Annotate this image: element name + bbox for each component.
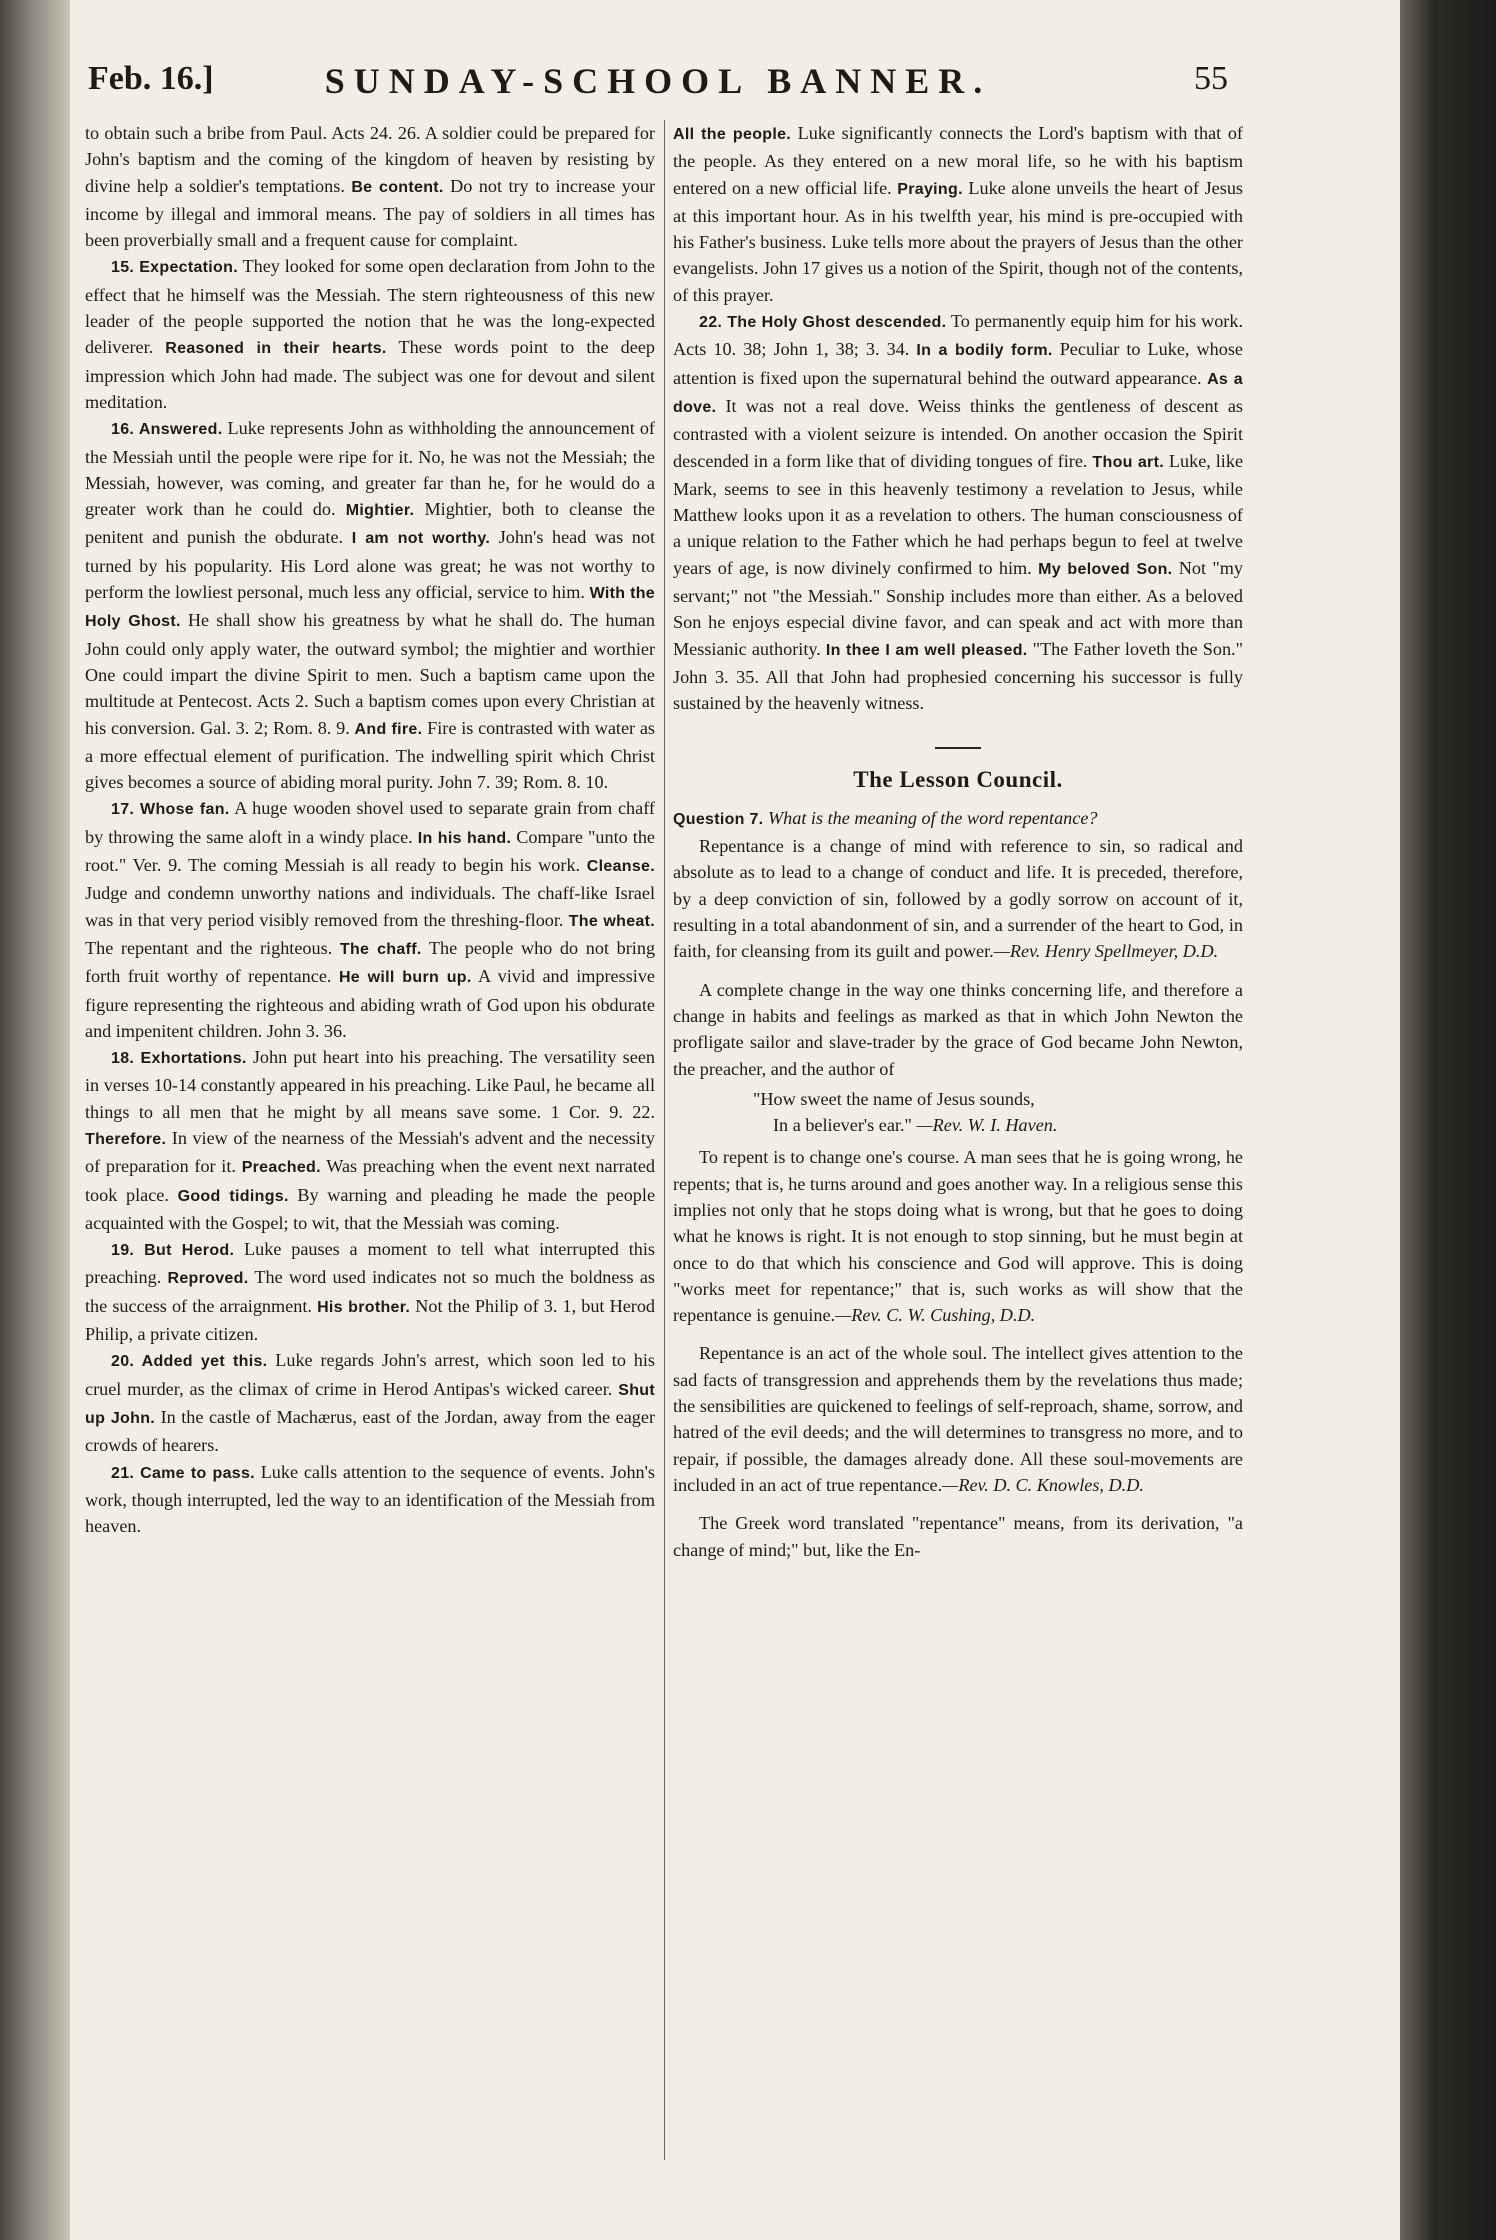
paragraph: 18. Exhortations. John put heart into his preaching. The versatility seen in verses 10-14 constantly appeared in his preaching. Like Paul, he became all things to all men that he might by all means save some. 1 Cor. 9. 22. Therefore. In view of the nearness of the Messiah's advent and the necessity of preparation for it. Preached. Was preaching when the event next narrated took place. Good tidings. By warning and pleading he made the people acquainted with the Gospel; to wit, that the Messiah was coming. bbox=[85, 1047, 656, 1233]
question: Question 7. What is the meaning of the word repentance? bbox=[673, 807, 1098, 828]
paragraph: 19. But Herod. Luke pauses a moment to tell what interrupted this preaching. Reproved. The word used indicates not so much the boldness as the success of the arraignment. His brother. Not the Philip of 3. 1, but Herod Philip, a private citizen. bbox=[85, 1239, 656, 1345]
paragraph: All the people. Luke significantly connects the Lord's baptism with that of the people. As they entered on a new moral life, so he with his baptism entered on a new official life. Praying. Luke alone unveils the heart of Jesus at this important hour. As in his twelfth year, his mind is pre-occupied with his Father's business. Luke tells more about the prayers of Jesus than the other evangelists. John 17 gives us a notion of the Spirit, though not of the contents, of this prayer. bbox=[673, 123, 1244, 305]
paragraph: 21. Came to pass. Luke calls attention to the sequence of events. John's work, though interrupted, led the way to an identification of the Messiah from heaven. bbox=[85, 1461, 655, 1537]
poem-line: In a believer's ear." —Rev. W. I. Haven. bbox=[773, 1115, 1058, 1136]
answer-paragraph: The Greek word translated "repentance" means, from its derivation, "a change of mind;" but, like the En- bbox=[673, 1513, 1243, 1560]
binding-left bbox=[0, 0, 70, 2240]
poem-quote bbox=[673, 1086, 1243, 1139]
answer-paragraph: To repent is to change one's course. A man sees that he is going wrong, he repents; that is, he turns around and goes another way. In a religious sense this implies not only that he stops doing what is wrong, but that he goes to doing what he knows is right. It is not enough to stop sinning, but he must begin at once to do that which his conscience and God will approve. This is doing "works meet for repentance;" that is, such works as will show that the repentance is genuine.—Rev. C. W. Cushing, D.D. bbox=[673, 1147, 1243, 1326]
column-divider bbox=[664, 120, 665, 2160]
paragraph: 17. Whose fan. A huge wooden shovel used to separate grain from chaff by throwing the same aloft in a windy place. In his hand. Compare "unto the root." Ver. 9. The coming Messiah is all ready to begin his work. Cleanse. Judge and condemn unworthy nations and individuals. The chaff-like Israel was in that very period visibly removed from the threshing-floor. The wheat. The repentant and the righteous. The chaff. The people who do not bring forth fruit worthy of repentance. He will burn up. A vivid and impressive figure representing the righteous and abiding wrath of God upon his obdurate and impenitent children. John 3. 36. bbox=[85, 798, 656, 1041]
header-date: Feb. 16.] bbox=[88, 60, 214, 97]
binding-right bbox=[1400, 0, 1496, 2240]
paragraph: 20. Added yet this. Luke regards John's arrest, which soon led to his cruel murder, as the climax of crime in Herod Antipas's wicked career. Shut up John. In the castle of Machærus, east of the Jordan, away from the eager crowds of hearers. bbox=[85, 1350, 656, 1456]
column-left bbox=[85, 120, 655, 1539]
answer-paragraph: Repentance is a change of mind with reference to sin, so radical and absolute as to lead to a change of conduct and life. It is preceded, therefore, by a deep conviction of sin, followed by a godly sorrow on account of it, resulting in a total abandonment of sin, and a surrender of the heart to God, in faith, for cleansing from its guilt and power.—Rev. Henry Spellmeyer, D.D. bbox=[673, 836, 1243, 962]
answer-paragraph: Repentance is an act of the whole soul. The intellect gives attention to the sad facts of transgression and apprehends them by the revelations thus made; the sensibilities are quickened to feelings of self-reproach, shame, sorrow, and hatred of the evil deeds; and the will determines to transgress no more, and to repair, if possible, the damages already done. All these soul-movements are included in an act of true repentance.—Rev. D. C. Knowles, D.D. bbox=[673, 1343, 1243, 1495]
paragraph: 22. The Holy Ghost descended. To permanently equip him for his work. Acts 10. 38; John 1, 38; 3. 34. In a bodily form. Peculiar to Luke, whose attention is fixed upon the supernatural behind the outward appearance. As a dove. It was not a real dove. Weiss thinks the gentleness of descent as contrasted with a violent seizure is intended. On another occasion the Spirit descended in a form like that of dividing tongues of fire. Thou art. Luke, like Mark, seems to see in this heavenly testimony a revelation to Jesus, while Matthew looks upon it as a revelation to others. The human consciousness of a unique relation to the Father which he had perhaps begun to feel at twelve years of age, is now divinely confirmed to him. My beloved Son. Not "my servant;" not "the Messiah." Sonship includes more than either. As a beloved Son he enjoys especial divine favor, and can speak and act with more than Messianic authority. In thee I am well pleased. "The Father loveth the Son." John 3. 35. All that John had prophesied concerning his successor is fully sustained by the heavenly witness. bbox=[673, 311, 1244, 714]
running-header bbox=[88, 60, 1228, 120]
header-title: SUNDAY-SCHOOL BANNER. bbox=[324, 61, 992, 101]
column-right bbox=[673, 120, 1243, 1563]
section-title: The Lesson Council. bbox=[853, 766, 1063, 792]
answer-paragraph: A complete change in the way one thinks concerning life, and therefore a change in habits and feelings as marked as that in which John Newton the profligate sailor and slave-trader by the grace of God became John Newton, the preacher, and the author of bbox=[673, 979, 1243, 1079]
paragraph: 15. Expectation. They looked for some open declaration from John to the effect that he himself was the Messiah. The stern righteousness of this new leader of the people supported the notion that he was the long-expected deliverer. Reasoned in their hearts. These words point to the deep impression which John had made. The subject was one for devout and silent meditation. bbox=[85, 256, 656, 412]
section-separator-rule bbox=[935, 747, 981, 749]
poem-line: "How sweet the name of Jesus sounds, bbox=[753, 1088, 1035, 1109]
page-number: 55 bbox=[1194, 60, 1228, 97]
paragraph: 16. Answered. Luke represents John as withholding the announcement of the Messiah until the people were ripe for it. No, he was not the Messiah; the Messiah, however, was coming, and greater far than he, for he would do a greater work than he could do. Mightier. Mightier, both to cleanse the penitent and punish the obdurate. I am not worthy. John's head was not turned by his popularity. His Lord alone was great; he was not worthy to perform the lowliest personal, much less any official, service to him. With the Holy Ghost. He shall show his greatness by what he shall do. The human John could only apply water, the outward symbol; the mightier and worthier One could impart the divine Spirit to men. Such a baptism came upon the multitude at Pentecost. Acts 2. Such a baptism comes upon every Christian at his conversion. Gal. 3. 2; Rom. 8. 9. And fire. Fire is contrasted with water as a more effectual element of purification. The indwelling spirit which Christ gives becomes a source of abiding moral purity. John 7. 39; Rom. 8. 10. bbox=[85, 418, 656, 793]
paragraph: to obtain such a bribe from Paul. Acts 24. 26. A soldier could be prepared for John's baptism and the coming of the kingdom of heaven by resisting by divine help a soldier's temptations. Be content. Do not try to increase your income by illegal and immoral means. The pay of soldiers in all times has been proverbially small and a frequent cause for complaint. bbox=[85, 123, 656, 251]
